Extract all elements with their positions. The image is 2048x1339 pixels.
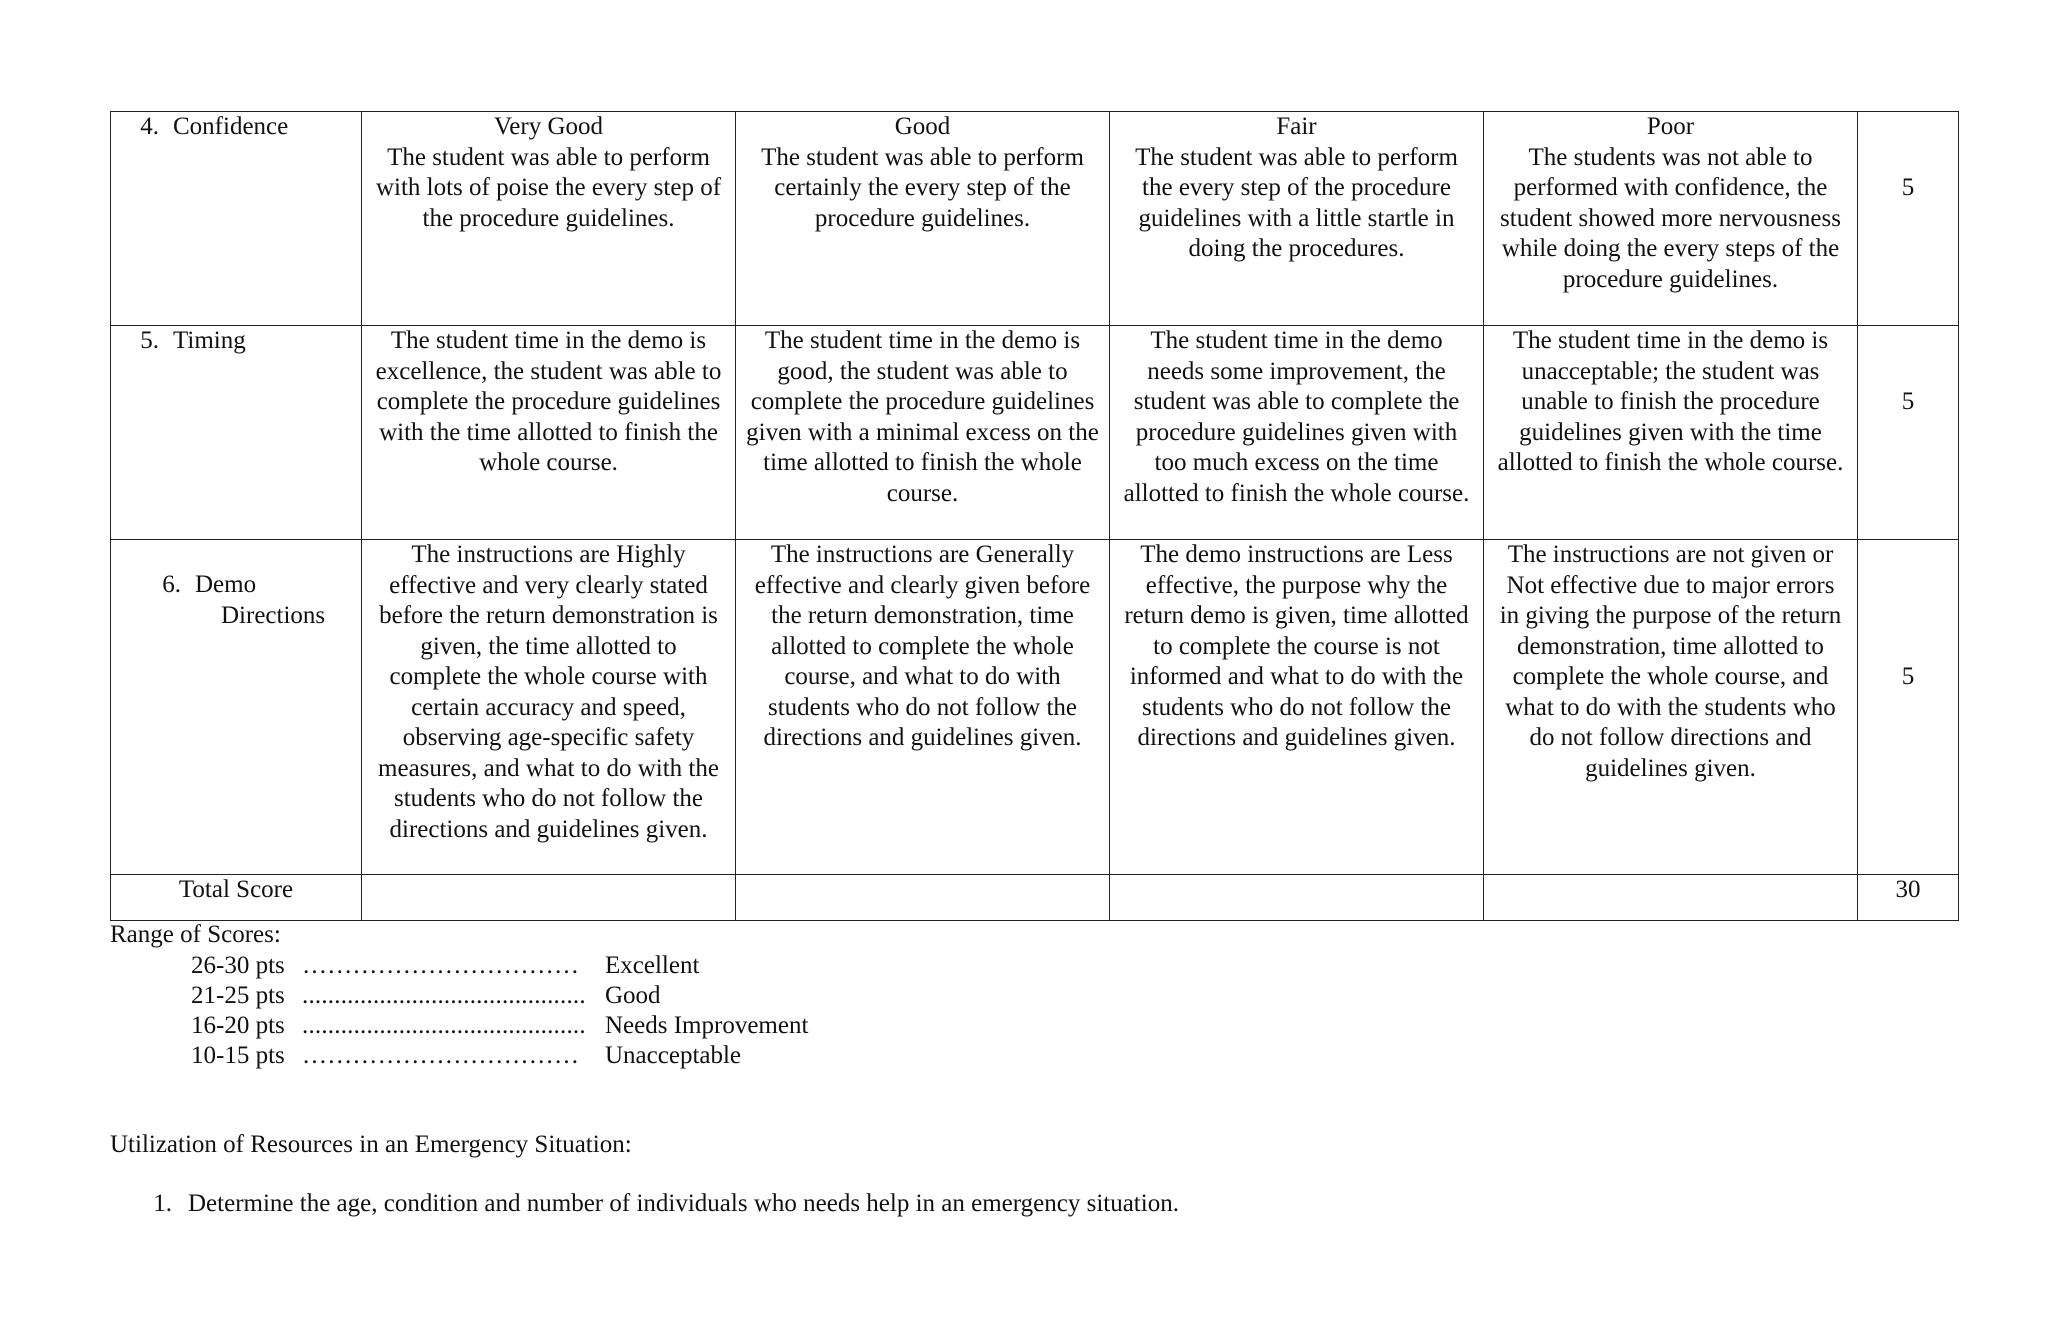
cell-description: The demo instructions are Less effective, the purpose why the return demo is given, time allotted to complete the course is not informed and what to do with the students who do not follow the directions and guidelines given. [1124, 541, 1469, 751]
score-cell [1858, 112, 1959, 326]
range-label: Excellent [605, 951, 700, 979]
cell-description: The student was able to perform the every step of the procedure guidelines with a little startle in doing the procedures. [1135, 143, 1458, 262]
rubric-cell-good [736, 112, 1110, 326]
range-points: 10-15 pts [191, 1041, 285, 1069]
range-points: 26-30 pts [191, 951, 285, 979]
rubric-cell-fair [1110, 540, 1484, 875]
range-leader-dots: …………………………… [302, 951, 580, 979]
total-label-cell [111, 875, 362, 921]
cell-description: The instructions are Generally effective and clearly given before the return demonstration, time allotted to complete the whole course, and what to do with students who do not follow the directions and guidelines given. [754, 541, 1091, 751]
score-value: 5 [1901, 663, 1915, 690]
range-points: 16-20 pts [191, 1011, 285, 1039]
rubric-cell-very-good [362, 326, 736, 540]
criterion-number: 6. [162, 571, 181, 598]
rubric-cell-very-good [362, 112, 736, 326]
score-value: 5 [1901, 388, 1915, 415]
empty-cell [736, 875, 1110, 921]
cell-description: The students was not able to performed with confidence, the student showed more nervousness while doing the every steps of the procedure guidelines. [1500, 143, 1841, 293]
criterion-name: Timing [173, 327, 246, 354]
list-item [110, 1189, 1179, 1220]
score-cell [1858, 540, 1959, 875]
numbered-list [110, 1189, 1179, 1220]
rubric-table [110, 111, 1959, 921]
rubric-cell-poor [1484, 112, 1858, 326]
total-row [111, 875, 1959, 921]
rubric-cell-fair [1110, 326, 1484, 540]
criterion-name-line2: Directions [221, 601, 326, 629]
range-leader-dots: …………………………… [302, 1041, 580, 1069]
table-row [111, 540, 1959, 875]
cell-description: The student was able to perform certainly the every step of the procedure guidelines. [761, 143, 1084, 232]
criterion-number: 5. [140, 327, 159, 354]
range-row [110, 951, 1010, 981]
rubric-cell-poor [1484, 540, 1858, 875]
empty-cell [362, 875, 736, 921]
rubric-cell-poor [1484, 326, 1858, 540]
cell-description: The student time in the demo is excellence, the student was able to complete the procedure guidelines with the time allotted to finish the whole course. [375, 327, 722, 476]
criterion-name: Confidence [173, 113, 289, 140]
level-heading: Good [894, 113, 951, 140]
cell-description: The student time in the demo needs some improvement, the student was able to complete the procedure guidelines given with too much excess on the time allotted to finish the whole course. [1123, 327, 1470, 507]
empty-cell [1110, 875, 1484, 921]
criterion-cell [111, 112, 362, 326]
criterion-name: Demo [195, 571, 257, 598]
list-item-number: 1. [153, 1190, 172, 1217]
level-heading: Poor [1646, 113, 1695, 140]
cell-description: The student time in the demo is good, the student was able to complete the procedure guidelines given with a minimal excess on the time allotted to finish the whole course. [746, 327, 1099, 507]
empty-cell [1484, 875, 1858, 921]
total-label: Total Score [178, 876, 294, 903]
range-points: 21-25 pts [191, 981, 285, 1009]
cell-description: The instructions are not given or Not effective due to major errors in giving the purpose of the return demonstration, time allotted to complete the whole course, and what to do with the students who do not follow directions and guidelines given. [1499, 541, 1842, 782]
range-label: Good [605, 981, 661, 1009]
total-score: 30 [1895, 876, 1921, 903]
range-label: Needs Improvement [605, 1011, 809, 1039]
range-leader-dots: ............................................ [302, 981, 586, 1009]
range-leader-dots: ............................................ [302, 1011, 586, 1039]
range-row [110, 1011, 1010, 1041]
range-of-scores [110, 920, 1010, 1071]
criterion-cell [111, 326, 362, 540]
cell-description: The student time in the demo is unacceptable; the student was unable to finish the procedure guidelines given with the time allotted to finish the whole course. [1497, 327, 1844, 476]
range-title: Range of Scores: [110, 921, 281, 948]
rubric-cell-fair [1110, 112, 1484, 326]
rubric-cell-good [736, 326, 1110, 540]
criterion-cell [111, 540, 362, 875]
score-value: 5 [1901, 174, 1915, 201]
cell-description: The student was able to perform with lots of poise the every step of the procedure guidelines. [375, 143, 722, 232]
level-heading: Very Good [493, 113, 603, 140]
rubric-cell-very-good [362, 540, 736, 875]
list-item-text: Determine the age, condition and number of individuals who needs help in an emergency situation. [188, 1190, 1179, 1217]
range-row [110, 1041, 1010, 1071]
table-row [111, 112, 1959, 326]
rubric-cell-good [736, 540, 1110, 875]
range-row [110, 981, 1010, 1011]
cell-description: The instructions are Highly effective and very clearly stated before the return demonstration is given, the time allotted to complete the whole course with certain accuracy and speed, observing age-specific safety measures, and what to do with the students who do not follow the directions and guidelines given. [378, 541, 719, 843]
score-cell [1858, 326, 1959, 540]
table-row [111, 326, 1959, 540]
section-heading: Utilization of Resources in an Emergency Situation: [110, 1131, 632, 1158]
level-heading: Fair [1276, 113, 1317, 140]
total-score-cell [1858, 875, 1959, 921]
range-label: Unacceptable [605, 1041, 742, 1069]
criterion-number: 4. [140, 113, 159, 140]
